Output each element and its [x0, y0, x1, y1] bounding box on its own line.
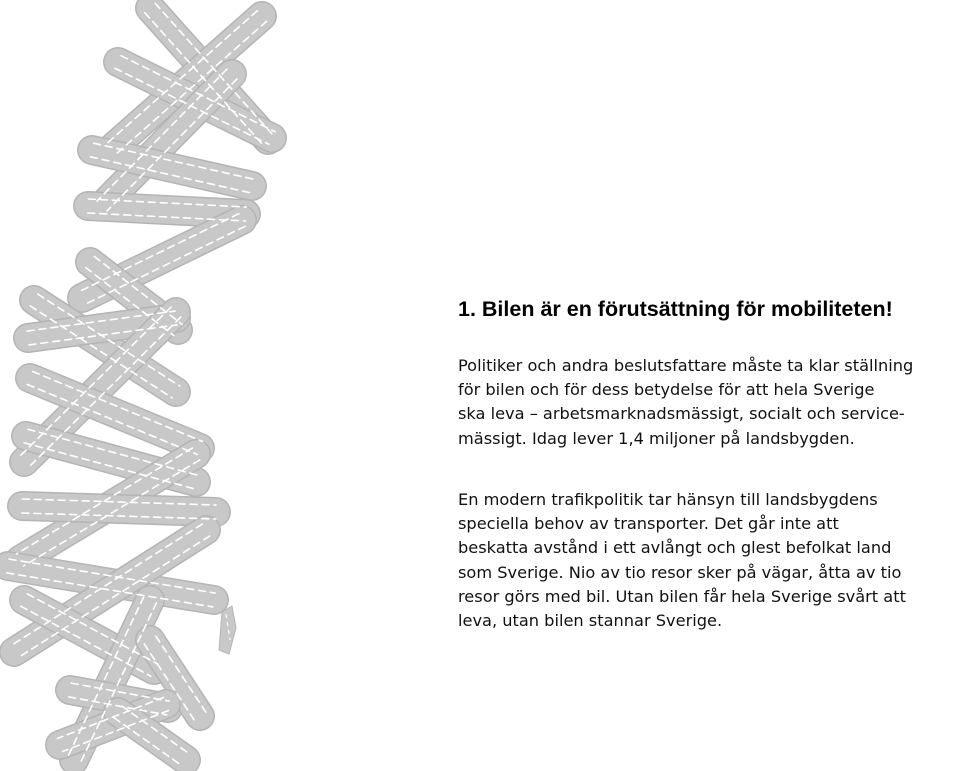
text-line: speciella behov av transporter. Det går inte att	[458, 514, 839, 534]
paragraph-1	[458, 354, 958, 451]
text-line: ska leva – arbetsmarknadsmässigt, socialt och service-	[458, 404, 905, 424]
text-line: för bilen och för dess betydelse för att hela Sverige	[458, 380, 875, 400]
text-line: resor görs med bil. Utan bilen får hela Sverige svårt att	[458, 586, 906, 606]
text-line: som Sverige. Nio av tio resor sker på vägar, åtta av tio	[458, 562, 902, 582]
text-line: Politiker och andra beslutsfattare måste ta klar ställning	[458, 356, 914, 375]
text-line: leva, utan bilen stannar Sverige.	[458, 611, 723, 631]
gotland-island	[219, 606, 236, 654]
text-line: En modern trafikpolitik tar hänsyn till landsbygdens	[458, 490, 878, 509]
paragraph-2	[458, 488, 958, 633]
text-line: mässigt. Idag lever 1,4 miljoner på landsbygden.	[458, 428, 855, 448]
text-line: beskatta avstånd i ett avlångt och glest befolkat land	[458, 538, 892, 558]
road-lane-marking	[79, 214, 239, 292]
page-title: 1. Bilen är en förutsättning för mobiliteten!	[458, 297, 893, 321]
road-segment	[88, 206, 246, 214]
road-segment	[22, 506, 216, 512]
sweden-roads-map-icon	[0, 0, 300, 771]
